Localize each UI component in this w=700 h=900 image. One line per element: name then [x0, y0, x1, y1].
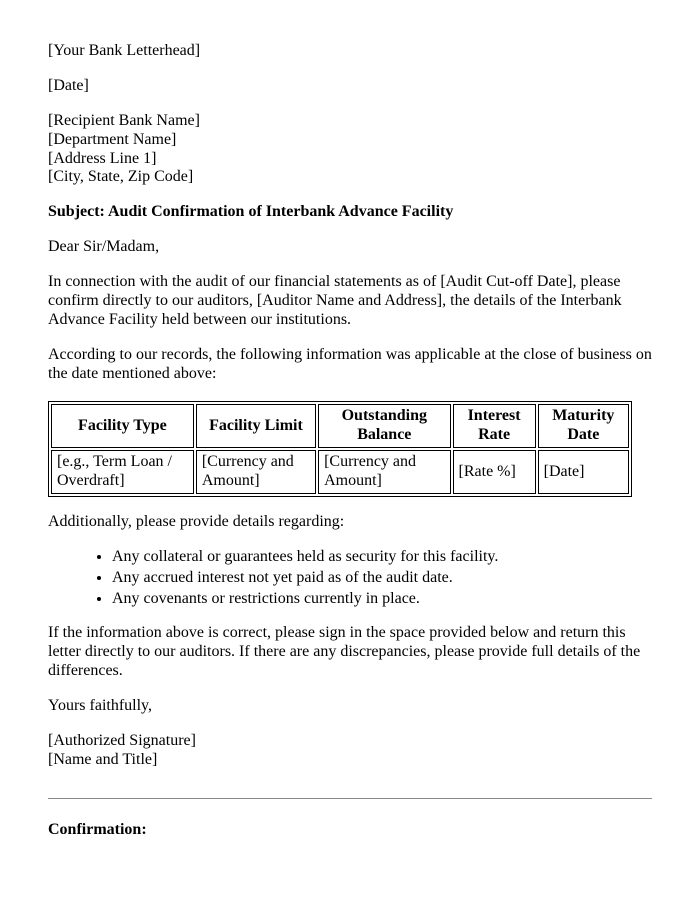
recipient-department: [Department Name] — [48, 130, 177, 148]
recipient-bank-name: [Recipient Bank Name] — [48, 111, 200, 129]
section-divider — [48, 798, 652, 799]
header-interest-rate: Interest Rate — [453, 404, 536, 448]
recipient-city-state-zip: [City, State, Zip Code] — [48, 168, 194, 186]
salutation: Dear Sir/Madam, — [48, 238, 160, 256]
cell-interest-rate: [Rate %] — [453, 450, 536, 494]
confirmation-heading: Confirmation: — [48, 820, 147, 838]
paragraph-sign: If the information above is correct, please sign in the space provided below and return this letter directly to our auditors. If there are any discrepancies, please provide full details of the differences. — [48, 624, 641, 680]
header-facility-type: Facility Type — [51, 404, 194, 448]
header-outstanding-balance: Outstanding Balance — [318, 404, 450, 448]
name-and-title: [Name and Title] — [48, 750, 158, 768]
details-bullet-list — [48, 548, 652, 609]
facility-table-header-row — [51, 404, 629, 448]
facility-table — [48, 401, 632, 497]
cell-facility-limit: [Currency and Amount] — [196, 450, 316, 494]
cell-maturity-date: [Date] — [538, 450, 629, 494]
list-item: • Any covenants or restrictions currently in place. — [112, 590, 652, 609]
closing-line: Yours faithfully, — [48, 697, 153, 714]
paragraph-records: According to our records, the following information was applicable at the close of business on the date mentioned above: — [48, 345, 652, 382]
cell-facility-type: [e.g., Term Loan / Overdraft] — [51, 450, 194, 494]
paragraph-intro: In connection with the audit of our financial statements as of [Audit Cut-off Date], please confirm directly to our auditors, [Auditor Name and Address], the details of the Interbank Advance Facility held between our institutions. — [48, 273, 622, 328]
header-maturity-date: Maturity Date — [538, 404, 629, 448]
letterhead: [Your Bank Letterhead] — [48, 42, 201, 59]
paragraph-details: Additionally, please provide details regarding: — [48, 512, 345, 530]
authorized-signature: [Authorized Signature] — [48, 731, 196, 749]
date-line: [Date] — [48, 76, 89, 94]
signature-block — [48, 732, 652, 770]
list-item: • Any accrued interest not yet paid as of the audit date. — [112, 569, 652, 588]
header-facility-limit: Facility Limit — [196, 404, 316, 448]
recipient-address-line1: [Address Line 1] — [48, 149, 157, 167]
cell-outstanding-balance: [Currency and Amount] — [318, 450, 450, 494]
subject-line: Subject: Audit Confirmation of Interbank Advance Facility — [48, 203, 454, 221]
recipient-address-block — [48, 112, 652, 188]
table-row — [51, 450, 629, 494]
list-item: • Any collateral or guarantees held as security for this facility. — [112, 548, 652, 567]
